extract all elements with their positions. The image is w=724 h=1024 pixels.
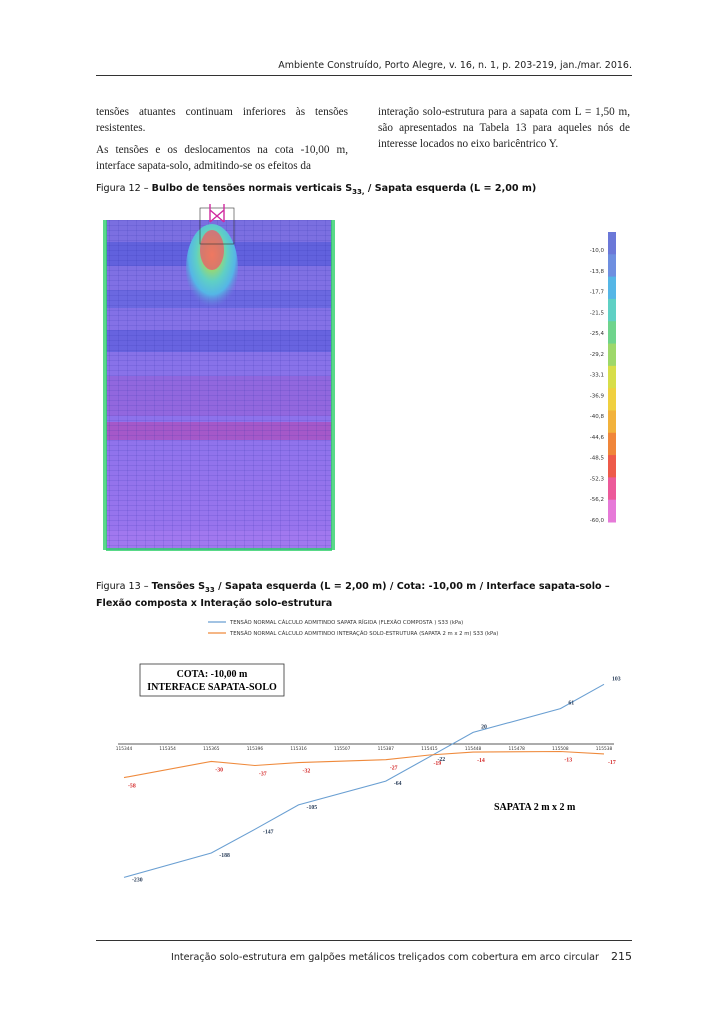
colorbar-tick-label: -48,5 bbox=[589, 455, 604, 462]
node-tick-label: 115538 bbox=[595, 747, 613, 752]
data-label: -230 bbox=[132, 877, 143, 884]
figure-13-label: Figura 13 – bbox=[96, 581, 149, 592]
colorbar-segment bbox=[608, 455, 616, 478]
colorbar-segment bbox=[608, 277, 616, 300]
figure-13-title: Tensões S bbox=[151, 581, 206, 592]
data-label: -17 bbox=[608, 759, 616, 766]
node-tick-label: 115344 bbox=[115, 747, 133, 752]
data-label: -105 bbox=[306, 804, 318, 811]
colorbar-segment bbox=[608, 254, 616, 277]
cota-label: COTA: -10,00 m bbox=[176, 669, 248, 680]
figure-12-caption bbox=[96, 182, 636, 199]
data-label: -27 bbox=[389, 765, 398, 772]
plot-area bbox=[116, 676, 621, 883]
page-number: 215 bbox=[611, 950, 632, 963]
colorbar-tick-label: -13,8 bbox=[589, 268, 604, 275]
figure-12-label: Figura 12 – bbox=[96, 183, 149, 194]
figure-12-stress-bulb bbox=[100, 200, 640, 565]
node-tick-label: 115478 bbox=[508, 747, 525, 752]
node-tick-label: 115448 bbox=[464, 747, 482, 752]
colorbar-segment bbox=[608, 299, 616, 322]
data-label: -32 bbox=[302, 768, 311, 775]
colorbar-tick-label: -21,5 bbox=[589, 310, 604, 317]
left-paragraph-2: As tensões e os deslocamentos na cota -10,00 m, interface sapata-solo, admitindo-se os efeitos da bbox=[96, 144, 348, 172]
colorbar-tick-label: -56,2 bbox=[589, 497, 604, 504]
colorbar-tick-label: -40,8 bbox=[589, 414, 604, 421]
cota-box bbox=[140, 664, 284, 696]
figure-13-chart bbox=[96, 612, 636, 912]
data-label: -30 bbox=[215, 767, 224, 774]
colorbar-segment bbox=[608, 388, 616, 411]
interface-label: INTERFACE SAPATA-SOLO bbox=[147, 682, 277, 693]
colorbar-tick-label: -52,3 bbox=[589, 476, 604, 483]
data-label: 20 bbox=[481, 724, 487, 731]
figure-13-title-rest: / Sapata esquerda (L = 2,00 m) / Cota: -10,00 m / Interface sapata-solo – Flexão composta x Interação solo-estrutura bbox=[96, 581, 610, 609]
figure-12-title: Bulbo de tensões normais verticais S bbox=[151, 183, 353, 194]
data-label: -19 bbox=[433, 761, 442, 768]
left-paragraph-1: tensões atuantes continuam inferiores às tensões resistentes. bbox=[96, 106, 348, 134]
data-label: 61 bbox=[568, 700, 575, 707]
data-label: -37 bbox=[258, 771, 267, 778]
left-column bbox=[96, 104, 348, 180]
node-tick-label: 115387 bbox=[377, 747, 395, 752]
colorbar-tick-label: -25,4 bbox=[589, 331, 604, 338]
colorbar-segment bbox=[608, 232, 616, 255]
colorbar-tick-label: -36,9 bbox=[589, 393, 604, 400]
footing-label: SAPATA 2 m x 2 m bbox=[494, 802, 576, 813]
colorbar-tick-label: -33,1 bbox=[589, 372, 604, 379]
colorbar-tick-label: -44,6 bbox=[589, 434, 604, 441]
node-tick-label: 115415 bbox=[421, 747, 438, 752]
data-label: -13 bbox=[564, 757, 573, 764]
data-label: -147 bbox=[262, 829, 274, 836]
figure-13-subscript: 33 bbox=[205, 585, 215, 594]
data-label: -22 bbox=[437, 756, 446, 763]
figure-13-caption bbox=[96, 580, 636, 610]
chart-legend bbox=[208, 619, 498, 637]
colorbar-tick-label: -60,0 bbox=[589, 518, 604, 524]
right-paragraph-1: interação solo-estrutura para a sapata com L = 1,50 m, são apresentados na Tabela 13 para aqueles nós de interesse locados no eixo baricêntrico Y. bbox=[378, 106, 630, 150]
data-label: 103 bbox=[612, 676, 621, 683]
series-line-rigid bbox=[124, 684, 604, 877]
node-tick-label: 115365 bbox=[203, 747, 220, 752]
right-column bbox=[378, 104, 630, 158]
figure-12-subscript: 33, bbox=[352, 187, 365, 196]
colorbar bbox=[590, 232, 616, 524]
node-tick-label: 115316 bbox=[290, 747, 307, 752]
series-line-interaction bbox=[124, 752, 604, 778]
data-label: -58 bbox=[128, 783, 136, 790]
colorbar-segment bbox=[608, 477, 616, 500]
data-label: -14 bbox=[477, 758, 485, 765]
header-rule bbox=[96, 75, 632, 76]
footer-rule bbox=[96, 940, 632, 941]
footer-title: Interação solo-estrutura em galpões metálicos treliçados com cobertura em arco circular bbox=[170, 952, 599, 963]
soil-mesh bbox=[103, 204, 335, 551]
figure-12-title-rest: / Sapata esquerda (L = 2,00 m) bbox=[364, 183, 537, 194]
node-tick-label: 115354 bbox=[159, 747, 176, 752]
running-header: Ambiente Construído, Porto Alegre, v. 16, n. 1, p. 203-219, jan./mar. 2016. bbox=[278, 60, 632, 71]
colorbar-tick-label: -29,2 bbox=[589, 351, 604, 358]
running-footer bbox=[96, 950, 632, 963]
colorbar-tick-label: -10,0 bbox=[589, 248, 604, 254]
legend-label-interaction: TENSÃO NORMAL CÁLCULO ADMITINDO INTERAÇÃO SOLO-ESTRUTURA (SAPATA 2 m x 2 m) S33 (kPa) bbox=[230, 631, 499, 637]
data-label: -64 bbox=[393, 781, 402, 788]
colorbar-segment bbox=[608, 410, 616, 433]
colorbar-segment bbox=[608, 321, 616, 344]
colorbar-segment bbox=[608, 433, 616, 456]
legend-label-rigid: TENSÃO NORMAL CÁLCULO ADMITINDO SAPATA RÍGIDA (FLEXÃO COMPOSTA ) S33 (kPa) bbox=[230, 620, 464, 626]
node-tick-label: 115508 bbox=[552, 747, 569, 752]
colorbar-segment bbox=[608, 344, 616, 367]
node-tick-label: 115507 bbox=[333, 747, 351, 752]
colorbar-tick-label: -17,7 bbox=[589, 289, 604, 296]
node-tick-label: 115396 bbox=[246, 747, 264, 752]
data-label: -188 bbox=[219, 853, 230, 860]
colorbar-segment bbox=[608, 366, 616, 389]
colorbar-segment bbox=[608, 500, 616, 523]
